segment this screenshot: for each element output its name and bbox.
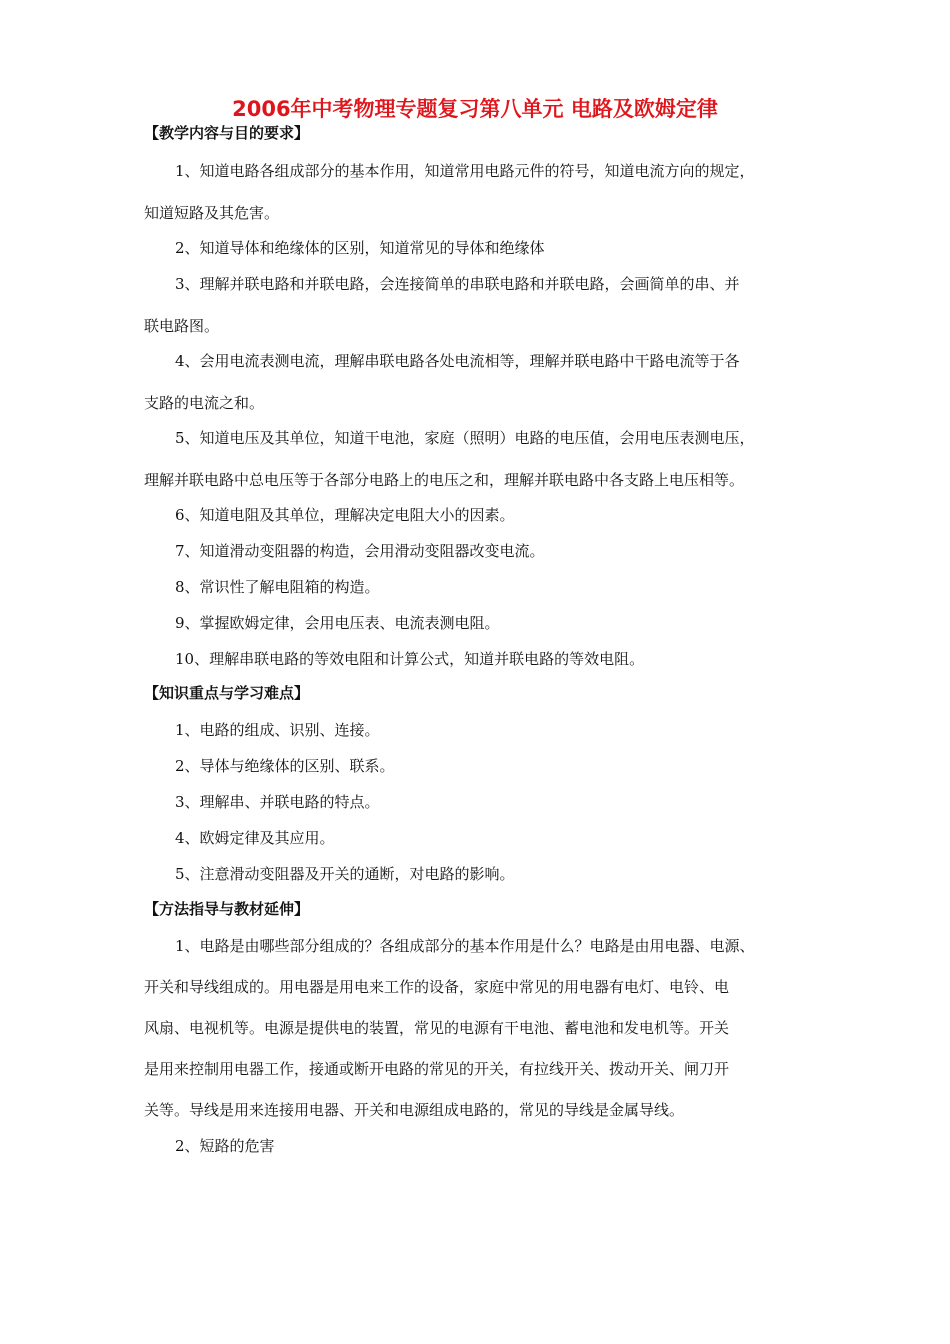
paragraph-line: 8、常识性了解电阻箱的构造。 — [175, 578, 380, 596]
document-title: 2006年中考物理专题复习第八单元 电路及欧姆定律 — [232, 97, 718, 121]
paragraph-line: 联电路图。 — [144, 317, 220, 335]
paragraph-line: 4、会用电流表测电流，理解串联电路各处电流相等，理解并联电路中干路电流等于各 — [175, 352, 740, 370]
paragraph-line: 理解并联电路中总电压等于各部分电路上的电压之和，理解并联电路中各支路上电压相等。 — [144, 471, 745, 489]
paragraph-line: 1、知道电路各组成部分的基本作用，知道常用电路元件的符号，知道电流方向的规定， — [175, 162, 755, 180]
paragraph-line: 支路的电流之和。 — [144, 394, 265, 412]
paragraph-line: 风扇、电视机等。电源是提供电的装置，常见的电源有干电池、蓄电池和发电机等。开关 — [144, 1019, 730, 1037]
list-item: 3、理解串、并联电路的特点。 — [175, 793, 380, 811]
list-item: 2、导体与绝缘体的区别、联系。 — [175, 757, 395, 775]
paragraph-line: 5、知道电压及其单位，知道干电池，家庭（照明）电路的电压值，会用电压表测电压， — [175, 429, 755, 447]
paragraph-line: 9、掌握欧姆定律，会用电压表、电流表测电阻。 — [175, 614, 500, 632]
section-heading-teaching-goals: 【教学内容与目的要求】 — [144, 124, 310, 142]
paragraph-line: 2、知道导体和绝缘体的区别，知道常见的导体和绝缘体 — [175, 239, 545, 257]
list-item: 5、注意滑动变阻器及开关的通断，对电路的影响。 — [175, 865, 515, 883]
section-heading-method-guide: 【方法指导与教材延伸】 — [144, 900, 310, 918]
paragraph-line: 是用来控制用电器工作，接通或断开电路的常见的开关，有拉线开关、拨动开关、闸刀开 — [144, 1060, 730, 1078]
paragraph-line: 关等。导线是用来连接用电器、开关和电源组成电路的，常见的导线是金属导线。 — [144, 1101, 685, 1119]
paragraph-line: 开关和导线组成的。用电器是用电来工作的设备，家庭中常见的用电器有电灯、电铃、电 — [144, 978, 730, 996]
section-heading-key-points: 【知识重点与学习难点】 — [144, 684, 310, 702]
paragraph-line: 3、理解并联电路和并联电路，会连接简单的串联电路和并联电路，会画简单的串、并 — [175, 275, 740, 293]
paragraph-line: 1、电路是由哪些部分组成的？各组成部分的基本作用是什么？电路是由用电器、电源、 — [175, 937, 755, 955]
paragraph-line: 10、理解串联电路的等效电阻和计算公式，知道并联电路的等效电阻。 — [175, 650, 645, 668]
paragraph-line: 2、短路的危害 — [175, 1137, 275, 1155]
paragraph-line: 7、知道滑动变阻器的构造，会用滑动变阻器改变电流。 — [175, 542, 545, 560]
list-item: 4、欧姆定律及其应用。 — [175, 829, 335, 847]
paragraph-line: 6、知道电阻及其单位，理解决定电阻大小的因素。 — [175, 506, 515, 524]
list-item: 1、电路的组成、识别、连接。 — [175, 721, 380, 739]
paragraph-line: 知道短路及其危害。 — [144, 204, 280, 222]
